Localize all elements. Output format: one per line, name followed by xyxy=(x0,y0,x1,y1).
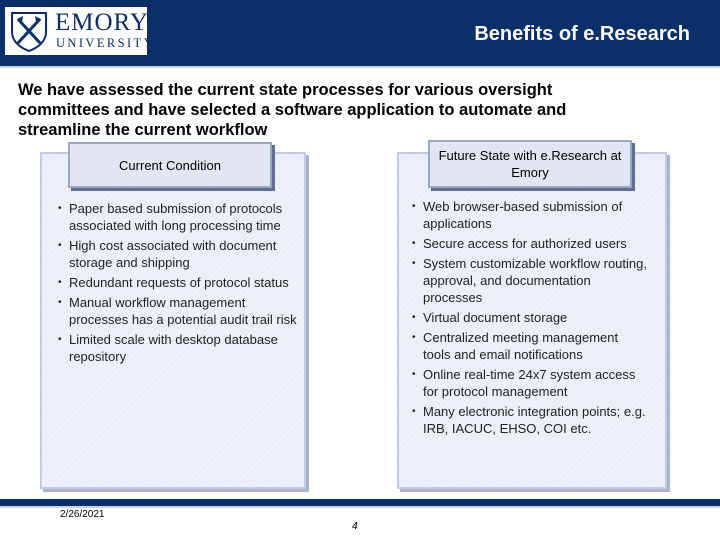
list-item: • Redundant requests of protocol status xyxy=(58,274,298,291)
header-rule xyxy=(0,66,720,68)
list-item: • High cost associated with document storage and shipping xyxy=(58,237,298,271)
list-item: • Centralized meeting management tools and email notifications xyxy=(412,329,648,363)
list-item: • Paper based submission of protocols associated with long processing time xyxy=(58,200,298,234)
page-title: Benefits of e.Research xyxy=(474,23,690,45)
list-item: • Online real-time 24x7 system access for protocol management xyxy=(412,366,648,400)
future-state-heading xyxy=(428,140,632,188)
list-item: • Virtual document storage xyxy=(412,309,648,326)
current-condition-list xyxy=(58,200,298,368)
lead-paragraph: We have assessed the current state processes for various oversight committees and have selected a software application to automate and streamline the current workflow xyxy=(18,81,567,139)
shield-icon xyxy=(9,10,49,52)
page-number: 4 xyxy=(352,521,358,532)
footer-rule xyxy=(0,506,720,508)
logo-wordmark: EMORY xyxy=(55,9,149,36)
footer-band xyxy=(0,499,720,506)
list-item: • Manual workflow management processes has a potential audit trail risk xyxy=(58,294,298,328)
logo-subtitle: UNIVERSITY xyxy=(56,36,155,50)
future-state-list xyxy=(412,198,648,440)
future-state-heading-text: Future State with e.Research at Emory xyxy=(438,148,622,180)
slide-date: 2/26/2021 xyxy=(60,509,105,520)
list-item: • Limited scale with desktop database repository xyxy=(58,331,298,365)
list-item: • Web browser-based submission of applications xyxy=(412,198,648,232)
current-condition-heading xyxy=(68,142,272,188)
list-item: • System customizable workflow routing, approval, and documentation processes xyxy=(412,255,648,306)
list-item: • Secure access for authorized users xyxy=(412,235,648,252)
list-item: • Many electronic integration points; e.g. IRB, IACUC, EHSO, COI etc. xyxy=(412,403,648,437)
current-condition-heading-text: Current Condition xyxy=(119,157,221,173)
emory-logo xyxy=(4,6,155,56)
